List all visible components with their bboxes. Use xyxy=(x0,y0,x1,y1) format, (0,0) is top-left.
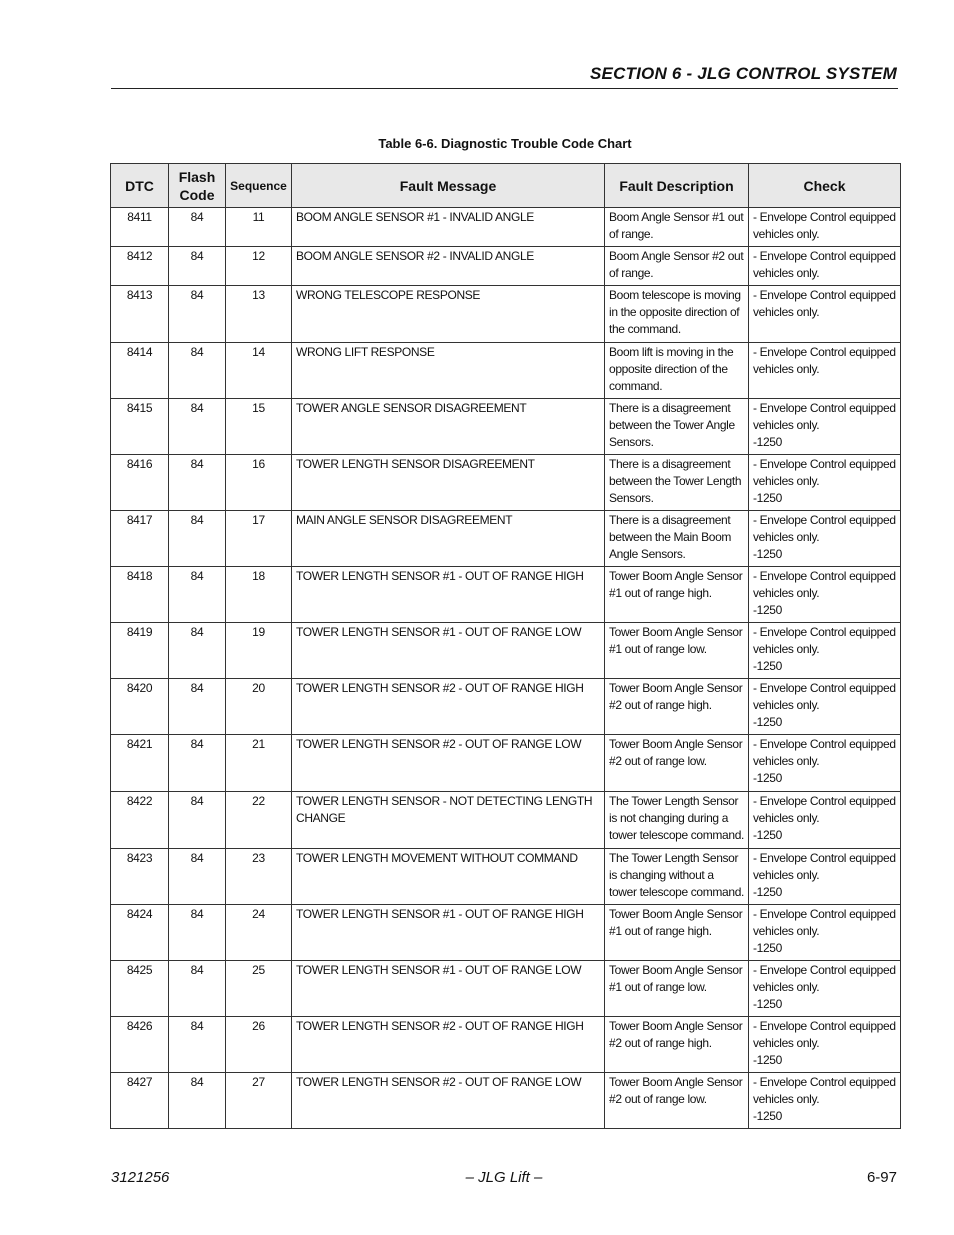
table-body xyxy=(111,208,901,1129)
cell-flash-code: 84 xyxy=(169,455,226,511)
cell-sequence: 18 xyxy=(226,567,292,623)
cell-dtc: 8421 xyxy=(111,735,169,792)
cell-dtc: 8414 xyxy=(111,343,169,399)
cell-fault-description: Tower Boom Angle Sensor #1 out of range low. xyxy=(605,961,749,1017)
page-number: 6-97 xyxy=(866,1169,897,1186)
footer-brand: – JLG Lift – xyxy=(465,1169,543,1186)
cell-flash-code: 84 xyxy=(169,735,226,792)
cell-fault-description: Boom telescope is moving in the opposite direction of the command. xyxy=(605,286,749,343)
cell-dtc: 8420 xyxy=(111,679,169,735)
cell-check: - Envelope Control equipped vehicles only. -1250 xyxy=(749,679,901,735)
cell-fault-message: TOWER LENGTH SENSOR #2 - OUT OF RANGE HIGH xyxy=(292,1017,605,1073)
table-row xyxy=(111,511,901,567)
cell-check: - Envelope Control equipped vehicles only. -1250 xyxy=(749,567,901,623)
table-row xyxy=(111,208,901,247)
cell-flash-code: 84 xyxy=(169,623,226,679)
header-rule xyxy=(111,88,898,89)
cell-flash-code: 84 xyxy=(169,1073,226,1129)
cell-dtc: 8423 xyxy=(111,849,169,905)
cell-flash-code: 84 xyxy=(169,511,226,567)
cell-dtc: 8415 xyxy=(111,399,169,455)
cell-fault-message: BOOM ANGLE SENSOR #2 - INVALID ANGLE xyxy=(292,247,605,286)
cell-dtc: 8413 xyxy=(111,286,169,343)
col-header-flash-code: Flash Code xyxy=(169,164,226,208)
cell-sequence: 16 xyxy=(226,455,292,511)
cell-fault-message: TOWER LENGTH SENSOR #1 - OUT OF RANGE HIGH xyxy=(292,905,605,961)
cell-check: - Envelope Control equipped vehicles only. -1250 xyxy=(749,1073,901,1129)
cell-flash-code: 84 xyxy=(169,399,226,455)
cell-sequence: 14 xyxy=(226,343,292,399)
cell-fault-description: Boom Angle Sensor #2 out of range. xyxy=(605,247,749,286)
cell-check: - Envelope Control equipped vehicles only. -1250 xyxy=(749,961,901,1017)
table-row xyxy=(111,455,901,511)
cell-dtc: 8411 xyxy=(111,208,169,247)
cell-flash-code: 84 xyxy=(169,1017,226,1073)
cell-sequence: 12 xyxy=(226,247,292,286)
cell-fault-description: Tower Boom Angle Sensor #2 out of range high. xyxy=(605,1017,749,1073)
cell-flash-code: 84 xyxy=(169,905,226,961)
cell-check: - Envelope Control equipped vehicles only. xyxy=(749,208,901,247)
cell-fault-description: There is a disagreement between the Main Boom Angle Sensors. xyxy=(605,511,749,567)
cell-fault-description: Tower Boom Angle Sensor #1 out of range high. xyxy=(605,905,749,961)
cell-fault-message: TOWER LENGTH SENSOR #1 - OUT OF RANGE LOW xyxy=(292,961,605,1017)
dtc-table xyxy=(110,163,901,1129)
col-header-fault-message: Fault Message xyxy=(292,164,605,208)
cell-sequence: 22 xyxy=(226,792,292,849)
cell-dtc: 8426 xyxy=(111,1017,169,1073)
col-header-fault-description: Fault Description xyxy=(605,164,749,208)
table-row xyxy=(111,343,901,399)
cell-fault-message: TOWER LENGTH SENSOR DISAGREEMENT xyxy=(292,455,605,511)
table-row xyxy=(111,905,901,961)
table-row xyxy=(111,399,901,455)
cell-sequence: 23 xyxy=(226,849,292,905)
table-row xyxy=(111,792,901,849)
cell-sequence: 15 xyxy=(226,399,292,455)
cell-flash-code: 84 xyxy=(169,567,226,623)
cell-fault-description: Tower Boom Angle Sensor #2 out of range low. xyxy=(605,735,749,792)
cell-dtc: 8416 xyxy=(111,455,169,511)
section-title: SECTION 6 - JLG CONTROL SYSTEM xyxy=(590,64,897,83)
cell-fault-message: TOWER LENGTH SENSOR #2 - OUT OF RANGE LOW xyxy=(292,1073,605,1129)
table-row xyxy=(111,679,901,735)
table-row xyxy=(111,286,901,343)
cell-flash-code: 84 xyxy=(169,679,226,735)
cell-check: - Envelope Control equipped vehicles only. -1250 xyxy=(749,511,901,567)
cell-sequence: 27 xyxy=(226,1073,292,1129)
cell-check: - Envelope Control equipped vehicles only. -1250 xyxy=(749,623,901,679)
col-header-dtc: DTC xyxy=(111,164,169,208)
table-title: Table 6-6. Diagnostic Trouble Code Chart xyxy=(378,136,632,151)
cell-fault-description: Boom lift is moving in the opposite direction of the command. xyxy=(605,343,749,399)
cell-dtc: 8412 xyxy=(111,247,169,286)
cell-fault-message: TOWER LENGTH SENSOR #2 - OUT OF RANGE HIGH xyxy=(292,679,605,735)
cell-check: - Envelope Control equipped vehicles only. -1250 xyxy=(749,792,901,849)
cell-dtc: 8418 xyxy=(111,567,169,623)
cell-fault-description: There is a disagreement between the Tower Length Sensors. xyxy=(605,455,749,511)
doc-number: 3121256 xyxy=(111,1169,170,1186)
cell-flash-code: 84 xyxy=(169,343,226,399)
cell-check: - Envelope Control equipped vehicles only. -1250 xyxy=(749,399,901,455)
col-header-sequence: Sequence xyxy=(226,164,292,208)
cell-fault-message: TOWER LENGTH MOVEMENT WITHOUT COMMAND xyxy=(292,849,605,905)
cell-fault-description: Boom Angle Sensor #1 out of range. xyxy=(605,208,749,247)
table-row xyxy=(111,735,901,792)
cell-check: - Envelope Control equipped vehicles only. xyxy=(749,343,901,399)
cell-flash-code: 84 xyxy=(169,792,226,849)
cell-fault-description: Tower Boom Angle Sensor #1 out of range low. xyxy=(605,623,749,679)
cell-dtc: 8427 xyxy=(111,1073,169,1129)
cell-sequence: 13 xyxy=(226,286,292,343)
table-row xyxy=(111,1073,901,1129)
cell-check: - Envelope Control equipped vehicles only. xyxy=(749,286,901,343)
cell-fault-description: Tower Boom Angle Sensor #1 out of range high. xyxy=(605,567,749,623)
cell-flash-code: 84 xyxy=(169,961,226,1017)
cell-flash-code: 84 xyxy=(169,849,226,905)
cell-check: - Envelope Control equipped vehicles only. -1250 xyxy=(749,455,901,511)
col-header-check: Check xyxy=(749,164,901,208)
table-header-row xyxy=(111,164,901,208)
cell-check: - Envelope Control equipped vehicles only. -1250 xyxy=(749,735,901,792)
cell-check: - Envelope Control equipped vehicles only. -1250 xyxy=(749,849,901,905)
cell-fault-description: There is a disagreement between the Tower Angle Sensors. xyxy=(605,399,749,455)
cell-fault-message: TOWER LENGTH SENSOR #1 - OUT OF RANGE LOW xyxy=(292,623,605,679)
cell-fault-message: WRONG LIFT RESPONSE xyxy=(292,343,605,399)
cell-sequence: 25 xyxy=(226,961,292,1017)
cell-check: - Envelope Control equipped vehicles only. -1250 xyxy=(749,905,901,961)
cell-fault-message: TOWER LENGTH SENSOR - NOT DETECTING LENGTH CHANGE xyxy=(292,792,605,849)
table-row xyxy=(111,623,901,679)
cell-fault-message: TOWER LENGTH SENSOR #2 - OUT OF RANGE LOW xyxy=(292,735,605,792)
cell-flash-code: 84 xyxy=(169,286,226,343)
cell-sequence: 17 xyxy=(226,511,292,567)
cell-check: - Envelope Control equipped vehicles only. xyxy=(749,247,901,286)
cell-check: - Envelope Control equipped vehicles only. -1250 xyxy=(749,1017,901,1073)
cell-dtc: 8417 xyxy=(111,511,169,567)
table-row xyxy=(111,961,901,1017)
cell-sequence: 21 xyxy=(226,735,292,792)
cell-fault-description: The Tower Length Sensor is not changing during a tower telescope command. xyxy=(605,792,749,849)
cell-flash-code: 84 xyxy=(169,208,226,247)
cell-fault-message: MAIN ANGLE SENSOR DISAGREEMENT xyxy=(292,511,605,567)
cell-dtc: 8425 xyxy=(111,961,169,1017)
cell-fault-description: Tower Boom Angle Sensor #2 out of range low. xyxy=(605,1073,749,1129)
cell-sequence: 11 xyxy=(226,208,292,247)
cell-fault-message: BOOM ANGLE SENSOR #1 - INVALID ANGLE xyxy=(292,208,605,247)
cell-fault-message: WRONG TELESCOPE RESPONSE xyxy=(292,286,605,343)
cell-sequence: 26 xyxy=(226,1017,292,1073)
table-row xyxy=(111,247,901,286)
cell-sequence: 19 xyxy=(226,623,292,679)
cell-dtc: 8424 xyxy=(111,905,169,961)
table-row xyxy=(111,567,901,623)
cell-fault-description: Tower Boom Angle Sensor #2 out of range high. xyxy=(605,679,749,735)
cell-fault-message: TOWER ANGLE SENSOR DISAGREEMENT xyxy=(292,399,605,455)
table-row xyxy=(111,849,901,905)
cell-dtc: 8422 xyxy=(111,792,169,849)
cell-fault-description: The Tower Length Sensor is changing without a tower telescope command. xyxy=(605,849,749,905)
cell-dtc: 8419 xyxy=(111,623,169,679)
cell-flash-code: 84 xyxy=(169,247,226,286)
cell-sequence: 24 xyxy=(226,905,292,961)
table-row xyxy=(111,1017,901,1073)
cell-fault-message: TOWER LENGTH SENSOR #1 - OUT OF RANGE HIGH xyxy=(292,567,605,623)
cell-sequence: 20 xyxy=(226,679,292,735)
